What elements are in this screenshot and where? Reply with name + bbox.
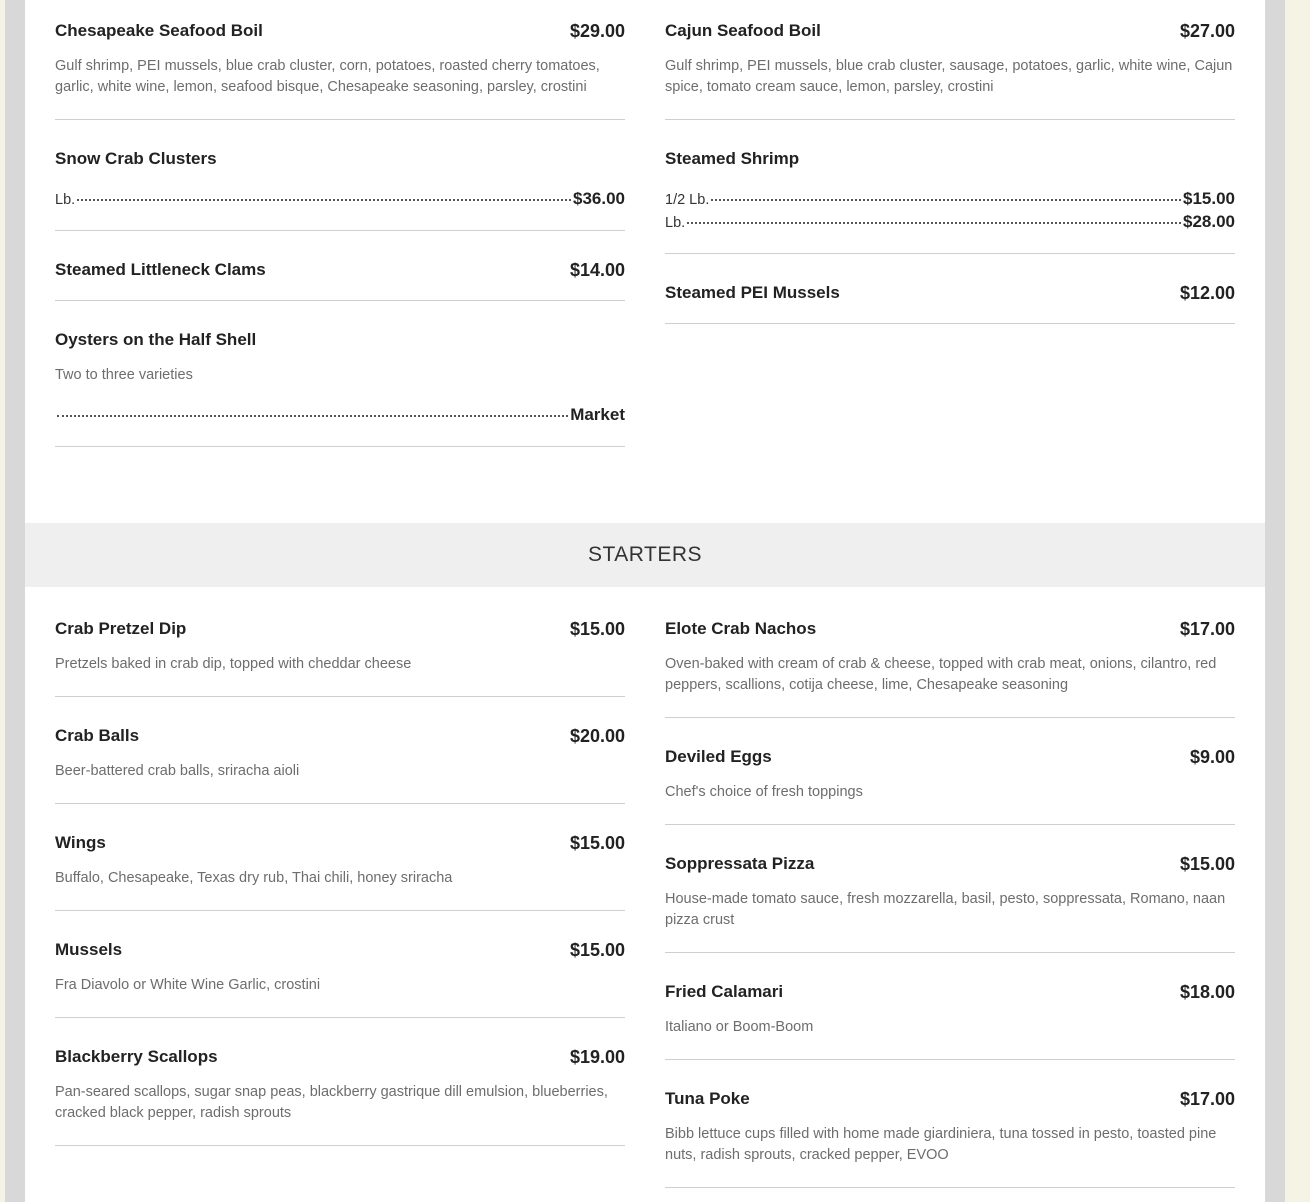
- item-description: Beer-battered crab balls, sriracha aioli: [55, 763, 300, 779]
- item-price: $29.00: [569, 21, 625, 41]
- item-price: $27.00: [1179, 21, 1235, 41]
- option-price: $36.00: [573, 189, 625, 208]
- starters-grid: [55, 610, 1235, 1202]
- menu-item: [55, 321, 625, 447]
- menu-item: [665, 140, 1235, 254]
- item-description: Gulf shrimp, PEI mussels, blue crab cluster, corn, potatoes, roasted cherry tomatoes, garlic, white wine, lemon, seafood bisque, Chesapeake seasoning, parsley, crostini: [55, 58, 600, 95]
- item-description: Gulf shrimp, PEI mussels, blue crab cluster, sausage, potatoes, garlic, white wine, Cajun spice, tomato cream sauce, lemon, parsley, crostini: [665, 58, 1233, 95]
- starters-left-column: [55, 610, 625, 1202]
- item-price: $20.00: [569, 726, 625, 746]
- item-price: $19.00: [569, 1047, 625, 1067]
- item-name: Deviled Eggs: [665, 747, 772, 766]
- price-option-row: [665, 188, 1235, 211]
- item-description: Bibb lettuce cups filled with home made giardiniera, tuna tossed in pesto, toasted pine nuts, radish sprouts, cracked pepper, EVOO: [665, 1126, 1217, 1163]
- menu-item: [55, 931, 625, 1018]
- item-name: Crab Balls: [55, 726, 140, 745]
- item-name: Steamed Littleneck Clams: [55, 260, 266, 279]
- item-price: $17.00: [1179, 1089, 1235, 1109]
- item-name: Elote Crab Nachos: [665, 619, 817, 638]
- dot-leader: [77, 199, 571, 201]
- section-title: STARTERS: [587, 543, 703, 566]
- item-price: $15.00: [569, 940, 625, 960]
- option-label: Lb.: [55, 192, 76, 208]
- market-price-row: [55, 404, 625, 425]
- item-price: $9.00: [1189, 747, 1235, 767]
- seafood-grid: [55, 12, 1235, 467]
- menu-item: [55, 824, 625, 911]
- item-description: Buffalo, Chesapeake, Texas dry rub, Thai chili, honey sriracha: [55, 870, 453, 886]
- item-name: Fried Calamari: [665, 982, 784, 1001]
- menu-item: [55, 251, 625, 301]
- item-price: $15.00: [1179, 854, 1235, 874]
- item-name: Tuna Poke: [665, 1089, 750, 1108]
- item-price: $15.00: [569, 619, 625, 639]
- menu-item: [665, 845, 1235, 953]
- item-description: House-made tomato sauce, fresh mozzarella, basil, pesto, soppressata, Romano, naan pizza crust: [665, 891, 1226, 928]
- item-description: Two to three varieties: [55, 367, 193, 383]
- item-name: Wings: [55, 833, 106, 852]
- item-price: $17.00: [1179, 619, 1235, 639]
- item-price: $15.00: [569, 833, 625, 853]
- dot-leader: [57, 415, 568, 417]
- item-name: Blackberry Scallops: [55, 1047, 218, 1066]
- item-name: Steamed Shrimp: [665, 149, 800, 168]
- menu-item: [665, 274, 1235, 324]
- menu-item: [55, 12, 625, 120]
- menu-panel: [25, 0, 1265, 1202]
- option-price: $28.00: [1183, 212, 1235, 231]
- price-option-row: [55, 188, 625, 211]
- seafood-left-column: [55, 12, 625, 467]
- dot-leader: [687, 222, 1181, 224]
- item-name: Oysters on the Half Shell: [55, 330, 257, 349]
- price-option-row: [665, 211, 1235, 234]
- starters-right-column: [665, 610, 1235, 1202]
- seafood-right-column: [665, 12, 1235, 467]
- item-price: $12.00: [1179, 283, 1235, 303]
- option-price: $15.00: [1183, 189, 1235, 208]
- option-label: 1/2 Lb.: [665, 192, 710, 208]
- menu-item: [55, 140, 625, 231]
- menu-item: [665, 1080, 1235, 1188]
- item-name: Soppressata Pizza: [665, 854, 815, 873]
- item-description: Chef's choice of fresh toppings: [665, 784, 863, 800]
- menu-item: [665, 610, 1235, 718]
- item-description: Pan-seared scallops, sugar snap peas, blackberry gastrique dill emulsion, blueberries, cracked black pepper, radish sprouts: [55, 1084, 608, 1121]
- item-description: Fra Diavolo or White Wine Garlic, crostini: [55, 977, 321, 993]
- menu-item: [55, 717, 625, 804]
- market-price: Market: [570, 405, 625, 424]
- menu-item: [665, 973, 1235, 1060]
- item-name: Mussels: [55, 940, 123, 959]
- menu-item: [55, 1038, 625, 1146]
- menu-item: [665, 12, 1235, 120]
- menu-item: [665, 738, 1235, 825]
- menu-item: [55, 610, 625, 697]
- side-strip: [1296, 0, 1310, 1202]
- item-description: Oven-baked with cream of crab & cheese, topped with crab meat, onions, cilantro, red peppers, scallions, cotija cheese, lime, Chesapeake seasoning: [665, 656, 1217, 693]
- item-name: Crab Pretzel Dip: [55, 619, 187, 638]
- item-name: Chesapeake Seafood Boil: [55, 21, 263, 40]
- item-name: Steamed PEI Mussels: [665, 283, 840, 302]
- item-name: Cajun Seafood Boil: [665, 21, 821, 40]
- dot-leader: [711, 199, 1181, 201]
- item-description: Italiano or Boom-Boom: [665, 1019, 814, 1035]
- item-price: $18.00: [1179, 982, 1235, 1002]
- item-name: Snow Crab Clusters: [55, 149, 217, 168]
- item-description: Pretzels baked in crab dip, topped with cheddar cheese: [55, 656, 412, 672]
- option-label: Lb.: [665, 215, 686, 231]
- section-header-starters: [25, 523, 1265, 587]
- item-price: $14.00: [569, 260, 625, 280]
